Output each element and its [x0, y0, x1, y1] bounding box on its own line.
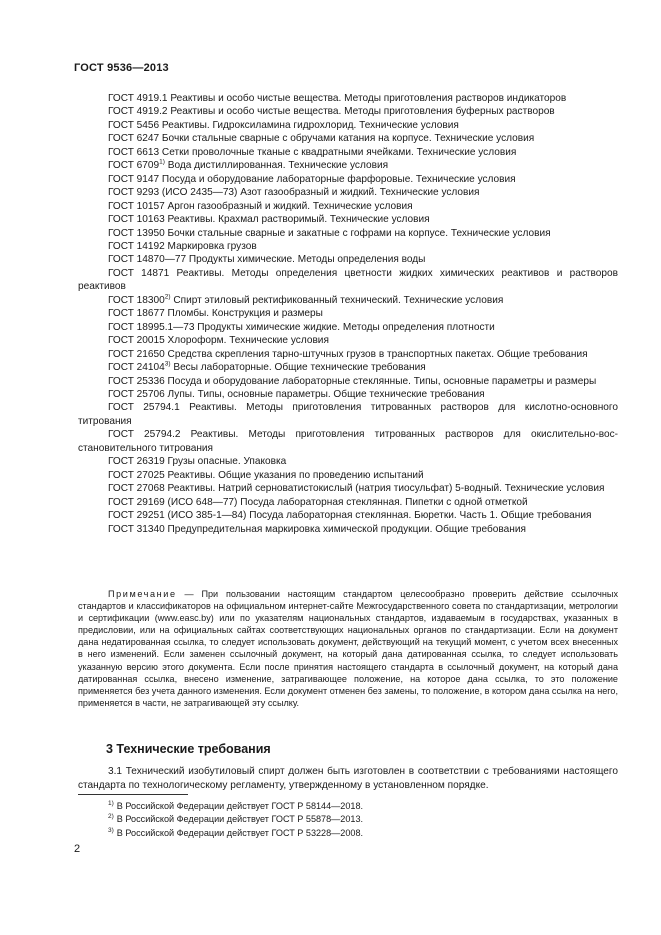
footnote: [108, 800, 363, 813]
reference-text: ГОСТ 25706 Лупы. Типы, основные параметры. Общие технические требования: [108, 388, 485, 400]
reference-text: ГОСТ 14192 Маркировка грузов: [108, 240, 257, 252]
document-header: ГОСТ 9536—2013: [74, 62, 169, 74]
reference-item: [78, 294, 618, 307]
reference-text: ГОСТ 24104: [108, 362, 165, 374]
normative-references-list: [78, 92, 618, 536]
reference-item: [78, 240, 618, 253]
footnote-mark: 3): [108, 826, 114, 834]
reference-text: ГОСТ 25794.2 Реактивы. Методы приготовления титрованных растворов для окислительно-восстановительного титрования: [78, 429, 618, 454]
note-label: Примечание: [108, 589, 177, 599]
body-paragraph: 3.1 Технический изобутиловый спирт должен быть изготовлен в соответствии с требованиями настоящего стандарта по технологическому регламенту, утвержденному в установленном порядке.: [78, 766, 618, 791]
reference-text: ГОСТ 26319 Грузы опасные. Упаковка: [108, 456, 287, 468]
reference-item: [78, 213, 618, 226]
reference-item: [78, 321, 618, 334]
reference-text: ГОСТ 18677 Пломбы. Конструкция и размеры: [108, 308, 323, 320]
reference-text: ГОСТ 10163 Реактивы. Крахмал растворимый. Технические условия: [108, 214, 430, 226]
reference-text: ГОСТ 10157 Аргон газообразный и жидкий. Технические условия: [108, 200, 413, 212]
reference-text: ГОСТ 4919.1 Реактивы и особо чистые вещества. Методы приготовления растворов индикаторов: [108, 93, 567, 104]
reference-text: ГОСТ 14870—77 Продукты химические. Методы определения воды: [108, 254, 426, 266]
reference-text: ГОСТ 9147 Посуда и оборудование лабораторные фарфоровые. Технические условия: [108, 173, 516, 185]
reference-item: [78, 92, 618, 105]
reference-text: ГОСТ 27025 Реактивы. Общие указания по проведению испытаний: [108, 469, 424, 481]
footnote-divider: [78, 794, 188, 795]
reference-item: [78, 509, 618, 522]
reference-text: ГОСТ 25794.1 Реактивы. Методы приготовления титрованных растворов для кислотно-основного титрования: [78, 402, 618, 427]
reference-item: [78, 267, 618, 294]
reference-text: ГОСТ 27068 Реактивы. Натрий серноватистокислый (натрия тиосульфат) 5-водный. Технические условия: [108, 483, 605, 495]
reference-item: [78, 132, 618, 145]
footnote-marker: 3): [164, 360, 171, 368]
reference-text: ГОСТ 29169 (ИСО 648—77) Посуда лабораторная стеклянная. Пипетки с одной отметкой: [108, 496, 528, 508]
footnote: [108, 813, 363, 826]
reference-text: ГОСТ 14871 Реактивы. Методы определения цветности жидких химических реактивов и растворов реактивов: [78, 267, 618, 293]
reference-text: ГОСТ 13950 Бочки стальные сварные и закатные с гофрами на корпусе. Технические условия: [108, 227, 551, 239]
reference-item: [78, 186, 618, 199]
reference-text: ГОСТ 4919.2 Реактивы и особо чистые вещества. Методы приготовления буферных растворов: [108, 106, 555, 118]
reference-item: [78, 105, 618, 118]
reference-item: [78, 428, 618, 455]
reference-text: ГОСТ 6613 Сетки проволочные тканые с квадратными ячейками. Технические условия: [108, 146, 517, 158]
reference-text: ГОСТ 20015 Хлороформ. Технические условия: [108, 335, 329, 347]
page-number: 2: [74, 843, 81, 855]
note-paragraph: [78, 588, 618, 709]
reference-text: ГОСТ 6247 Бочки стальные сварные с обручами катания на корпусе. Технические условия: [108, 133, 535, 145]
section-heading: 3 Технические требования: [106, 742, 271, 756]
reference-text: ГОСТ 18995.1—73 Продукты химические жидкие. Методы определения плотности: [108, 321, 495, 333]
reference-item: [78, 523, 618, 536]
reference-item: [78, 200, 618, 213]
reference-item: [78, 496, 618, 509]
reference-text-rest: Спирт этиловый ректификованный технический. Технические условия: [170, 294, 504, 306]
reference-item: [78, 307, 618, 320]
footnote-marker: 1): [159, 158, 165, 166]
reference-text: ГОСТ 18300: [108, 294, 165, 306]
reference-item: [78, 253, 618, 266]
reference-item: [78, 348, 618, 361]
reference-text-rest: Вода дистиллированная. Технические условия: [164, 160, 389, 172]
reference-item: [78, 227, 618, 240]
reference-item: [78, 334, 618, 347]
reference-text: ГОСТ 9293 (ИСО 2435—73) Азот газообразный и жидкий. Технические условия: [108, 187, 480, 199]
reference-text: ГОСТ 21650 Средства скрепления тарно-штучных грузов в транспортных пакетах. Общие требования: [108, 348, 588, 360]
reference-item: [78, 146, 618, 159]
reference-item: [78, 173, 618, 186]
footnote-mark: 2): [108, 813, 114, 821]
footnote-text: В Российской Федерации действует ГОСТ Р 55878—2013.: [116, 814, 364, 825]
reference-item: [78, 119, 618, 132]
reference-item: [78, 375, 618, 388]
reference-item: [78, 401, 618, 428]
reference-item: [78, 388, 618, 401]
reference-text: ГОСТ 6709: [108, 160, 160, 172]
note-text: — При пользовании настоящим стандартом целесообразно проверить действие ссылочных стандартов и классификаторов на официальном интернет-сайте Межгосударственного совета по стандартизации, метрологии и сертификации (www.easc.by) или по указателям национальных стандартов, издаваемым в государствах, указанных в предисловии, или на официальных сайтах соответствующих национальных органов по стандартизации. Если на документ дана недатированная ссылка, то следует использовать документ, действующий на текущий момент, с учетом всех внесенных в него изменений. Если заменен ссылочный документ, на который дана датированная ссылка, то следует использовать указанную версию этого документа. Если после принятия настоящего стандарта в ссылочный документ, на который дана датированная ссылка, внесено изменение, затрагивающее положение, на которое дана ссылка, то это положение применяется без учета данного изменения. Если документ отменен без замены, то положение, в котором дана ссылка на него, применяется в части, не затрагивающей эту ссылку.: [78, 589, 618, 708]
reference-text: ГОСТ 31340 Предупредительная маркировка химической продукции. Общие требования: [108, 523, 526, 535]
reference-text: ГОСТ 5456 Реактивы. Гидроксиламина гидрохлорид. Технические условия: [108, 119, 459, 131]
reference-text: ГОСТ 25336 Посуда и оборудование лабораторные стеклянные. Типы, основные параметры и размеры: [108, 375, 597, 387]
reference-text: ГОСТ 29251 (ИСО 385-1—84) Посуда лабораторная стеклянная. Бюретки. Часть 1. Общие требования: [108, 510, 592, 522]
reference-item: [78, 482, 618, 495]
reference-item: [78, 455, 618, 468]
footnote-mark: 1): [108, 799, 114, 807]
reference-item: [78, 361, 618, 374]
footnote-marker: 2): [164, 293, 171, 301]
reference-item: [78, 469, 618, 482]
footnote-text: В Российской Федерации действует ГОСТ Р 53228—2008.: [116, 827, 364, 838]
reference-item: [78, 159, 618, 172]
footnotes: [108, 800, 363, 840]
footnote-text: В Российской Федерации действует ГОСТ Р 58144—2018.: [116, 801, 364, 811]
footnote: [108, 827, 363, 840]
reference-text-rest: Весы лабораторные. Общие технические требования: [170, 362, 426, 374]
